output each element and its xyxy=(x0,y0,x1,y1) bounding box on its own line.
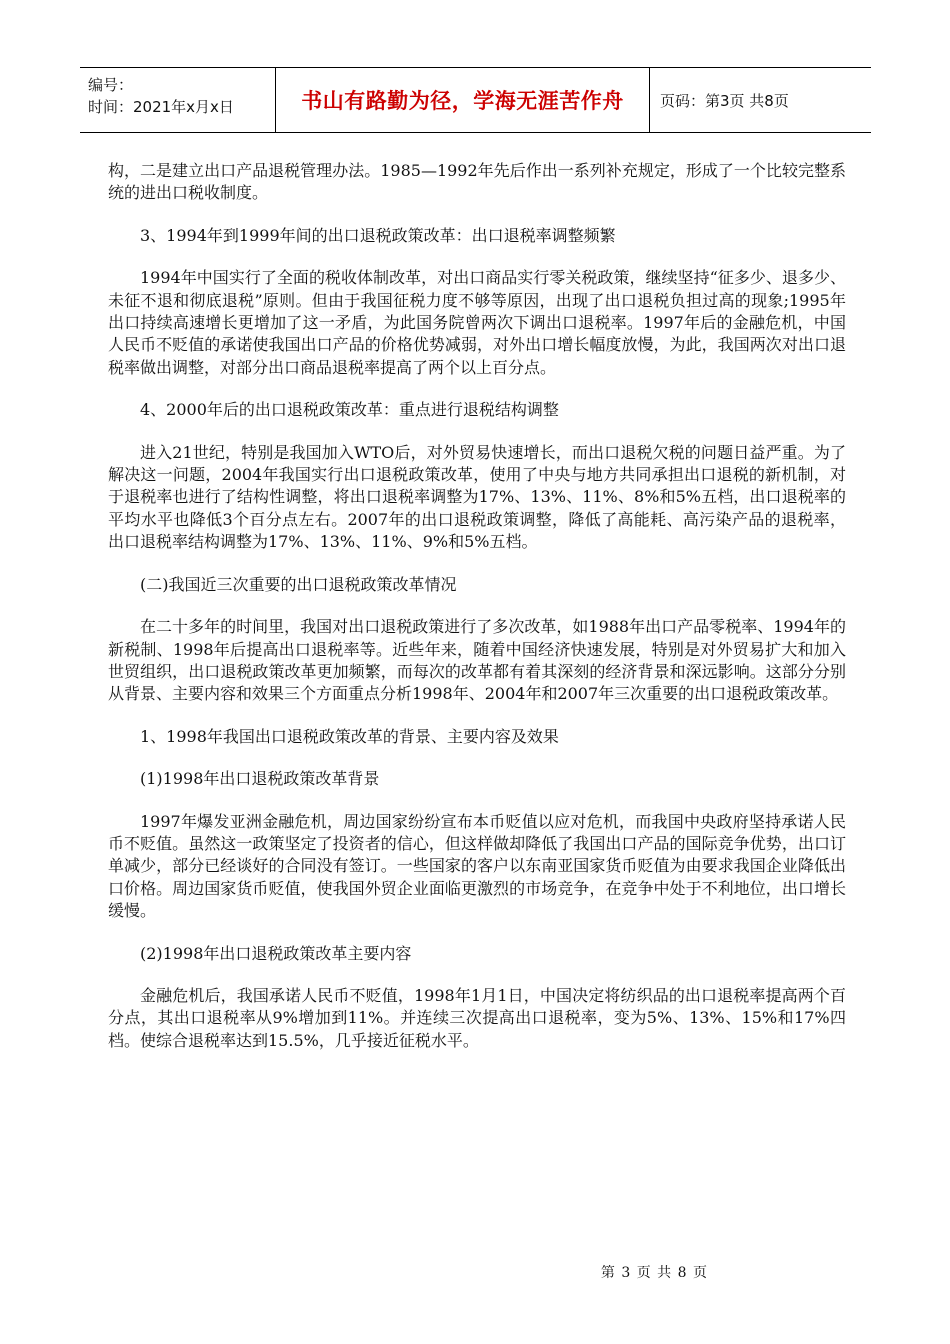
document-number-label: 编号： xyxy=(88,76,134,94)
header-motto: 书山有路勤为径，学海无涯苦作舟 xyxy=(276,68,650,132)
subsection-heading-content: (2)1998年出口退税政策改革主要内容 xyxy=(140,943,412,963)
page-footer: 第 3 页 共 8 页 xyxy=(600,1265,708,1281)
document-body xyxy=(108,160,846,1072)
paragraph-1: 构，二是建立出口产品退税管理办法。1985—1992年先后作出一系列补充规定，形成了一个比较完整系统的进出口税收制度。 xyxy=(108,161,846,203)
subsection-heading-background: (1)1998年出口退税政策改革背景 xyxy=(140,769,380,789)
header-info-cell xyxy=(80,68,276,132)
paragraph-5: 1997年爆发亚洲金融危机，周边国家纷纷宣布本币贬值以应对危机，而我国中央政府坚持承诺人民币不贬值。虽然这一政策坚定了投资者的信心，但这样做却降低了我国出口产品的国际竞争优势，出口订单减少，部分已经谈好的合同没有签订。一些国家的客户以东南亚国家货币贬值为由要求我国企业降低出口价格。周边国家货币贬值，使我国外贸企业面临更激烈的市场竞争，在竞争中处于不利地位，出口增长缓慢。 xyxy=(108,811,846,921)
section-heading-4: 4、2000年后的出口退税政策改革：重点进行退税结构调整 xyxy=(140,400,559,420)
section-heading-part-2: (二)我国近三次重要的出口退税政策改革情况 xyxy=(140,574,457,594)
paragraph-3: 进入21世纪，特别是我国加入WTO后，对外贸易快速增长，而出口退税欠税的问题日益严重。为了解决这一问题，2004年我国实行出口退税政策改革，使用了中央与地方共同承担出口退税的新机制，对于退税率也进行了结构性调整，将出口退税率调整为17%、13%、11%、8%和5%五档，出口退税率的平均水平也降低3个百分点左右。2007年的出口退税政策调整，降低了高能耗、高污染产品的退税率，出口退税率结构调整为17%、13%、11%、9%和5%五档。 xyxy=(108,442,846,552)
section-heading-3: 3、1994年到1999年间的出口退税政策改革：出口退税率调整频繁 xyxy=(140,225,616,245)
page-header xyxy=(80,67,871,133)
header-page-code: 页码：第3页 共8页 xyxy=(660,91,789,110)
subsection-heading-1998: 1、1998年我国出口退税政策改革的背景、主要内容及效果 xyxy=(140,726,559,746)
paragraph-4: 在二十多年的时间里，我国对出口退税政策进行了多次改革，如1988年出口产品零税率、1994年的新税制、1998年后提高出口退税率等。近些年来，随着中国经济快速发展，特别是对外贸易扩大和加入世贸组织，出口退税政策改革更加频繁，而每次的改革都有着其深刻的经济背景和深远影响。这部分分别从背景、主要内容和效果三个方面重点分析1998年、2004年和2007年三次重要的出口退税政策改革。 xyxy=(108,617,846,704)
paragraph-2: 1994年中国实行了全面的税收体制改革，对出口商品实行零关税政策，继续坚持“征多少、退多少、未征不退和彻底退税”原则。但由于我国征税力度不够等原因，出现了出口退税负担过高的现象;1995年出口持续高速增长更增加了这一矛盾，为此国务院曾两次下调出口退税率。1997年后的金融危机，中国人民币不贬值的承诺使我国出口产品的价格优势减弱，对外出口增长幅度放慢，为此，我国两次对出口退税率做出调整，对部分出口商品退税率提高了两个以上百分点。 xyxy=(108,268,846,377)
document-time-label: 时间：2021年x月x日 xyxy=(88,98,234,116)
paragraph-6: 金融危机后，我国承诺人民币不贬值，1998年1月1日，中国决定将纺织品的出口退税率提高两个百分点，其出口退税率从9%增加到11%。并连续三次提高出口退税率，变为5%、13%、15%和17%四档。使综合退税率达到15.5%，几乎接近征税水平。 xyxy=(108,985,846,1050)
